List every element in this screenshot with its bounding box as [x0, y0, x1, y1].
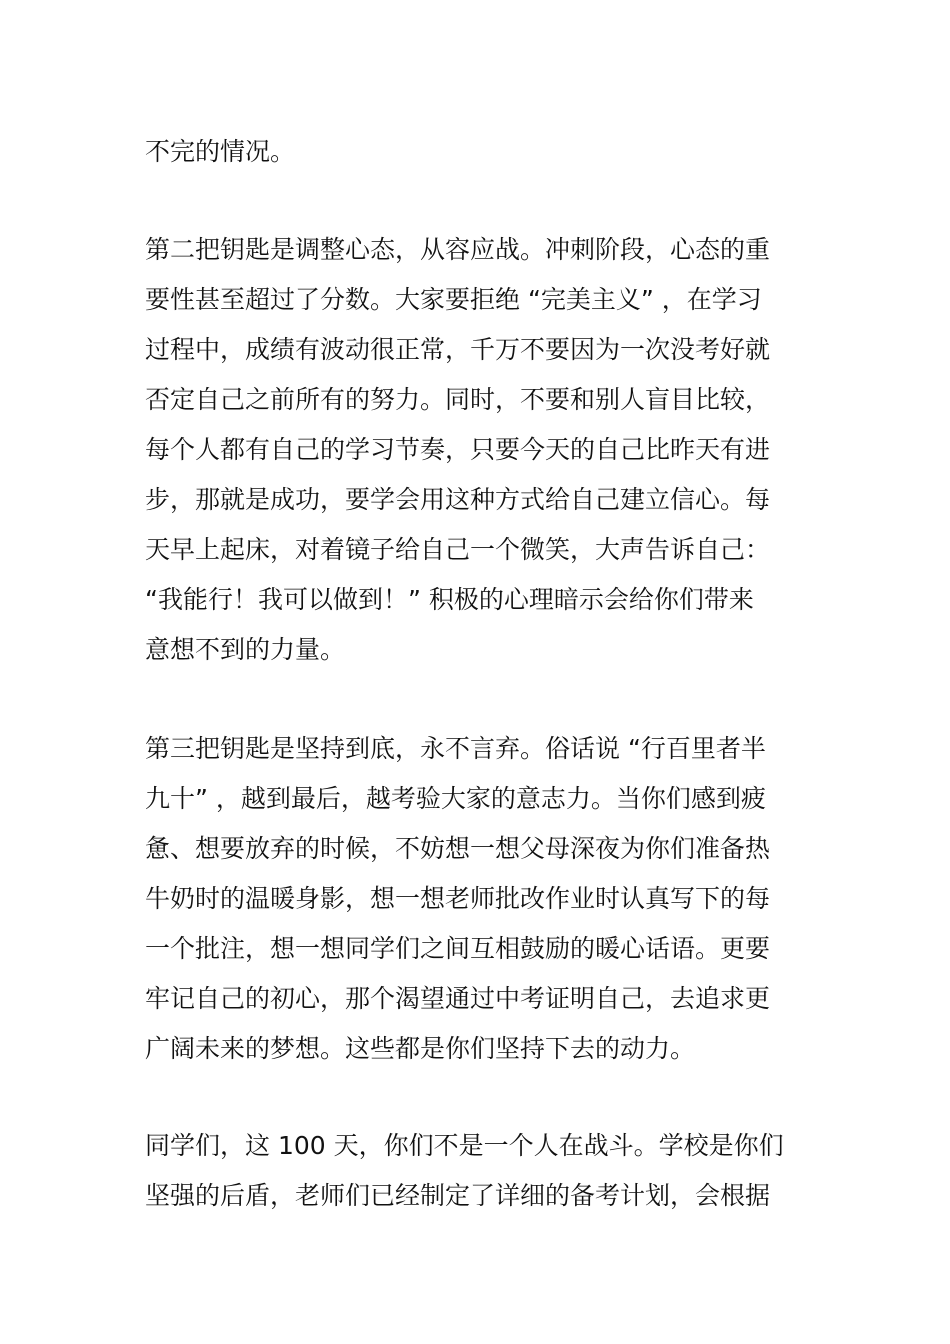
text-line: 天早上起床，对着镜子给自己一个微笑，大声告诉自己：: [145, 535, 771, 564]
text-line: 牢记自己的初心，那个渴望通过中考证明自己，去追求更: [145, 984, 771, 1013]
paragraph-1: [145, 127, 815, 177]
paragraph-2: [145, 225, 815, 675]
text-line: 要性甚至超过了分数。大家要拒绝 “完美主义” ，在学习: [145, 285, 762, 314]
paragraph-4: [145, 1121, 815, 1221]
text-line: 不完的情况。: [145, 137, 296, 166]
text-line: 第二把钥匙是调整心态，从容应战。冲刺阶段，心态的重: [145, 235, 771, 264]
text-line: 同学们，这 100 天，你们不是一个人在战斗。学校是你们: [145, 1131, 784, 1160]
text-line: 广阔未来的梦想。这些都是你们坚持下去的动力。: [145, 1034, 696, 1063]
paragraph-3: [145, 724, 815, 1074]
text-line: 否定自己之前所有的努力。同时，不要和别人盲目比较，: [145, 385, 771, 414]
text-line: 九十” ，越到最后，越考验大家的意志力。当你们感到疲: [145, 784, 766, 813]
text-line: 意想不到的力量。: [145, 635, 346, 664]
text-line: 牛奶时的温暖身影，想一想老师批改作业时认真写下的每: [145, 884, 771, 913]
text-line: 过程中，成绩有波动很正常，千万不要因为一次没考好就: [145, 335, 771, 364]
text-line: 坚强的后盾，老师们已经制定了详细的备考计划，会根据: [145, 1181, 771, 1210]
text-line: 步，那就是成功，要学会用这种方式给自己建立信心。每: [145, 485, 771, 514]
text-line: 一个批注，想一想同学们之间互相鼓励的暖心话语。更要: [145, 934, 771, 963]
text-line: 惫、想要放弃的时候，不妨想一想父母深夜为你们准备热: [145, 834, 771, 863]
text-line: “我能行！我可以做到！” 积极的心理暗示会给你们带来: [145, 585, 754, 614]
text-line: 第三把钥匙是坚持到底，永不言弃。俗话说 “行百里者半: [145, 734, 766, 763]
text-line: 每个人都有自己的学习节奏，只要今天的自己比昨天有进: [145, 435, 771, 464]
